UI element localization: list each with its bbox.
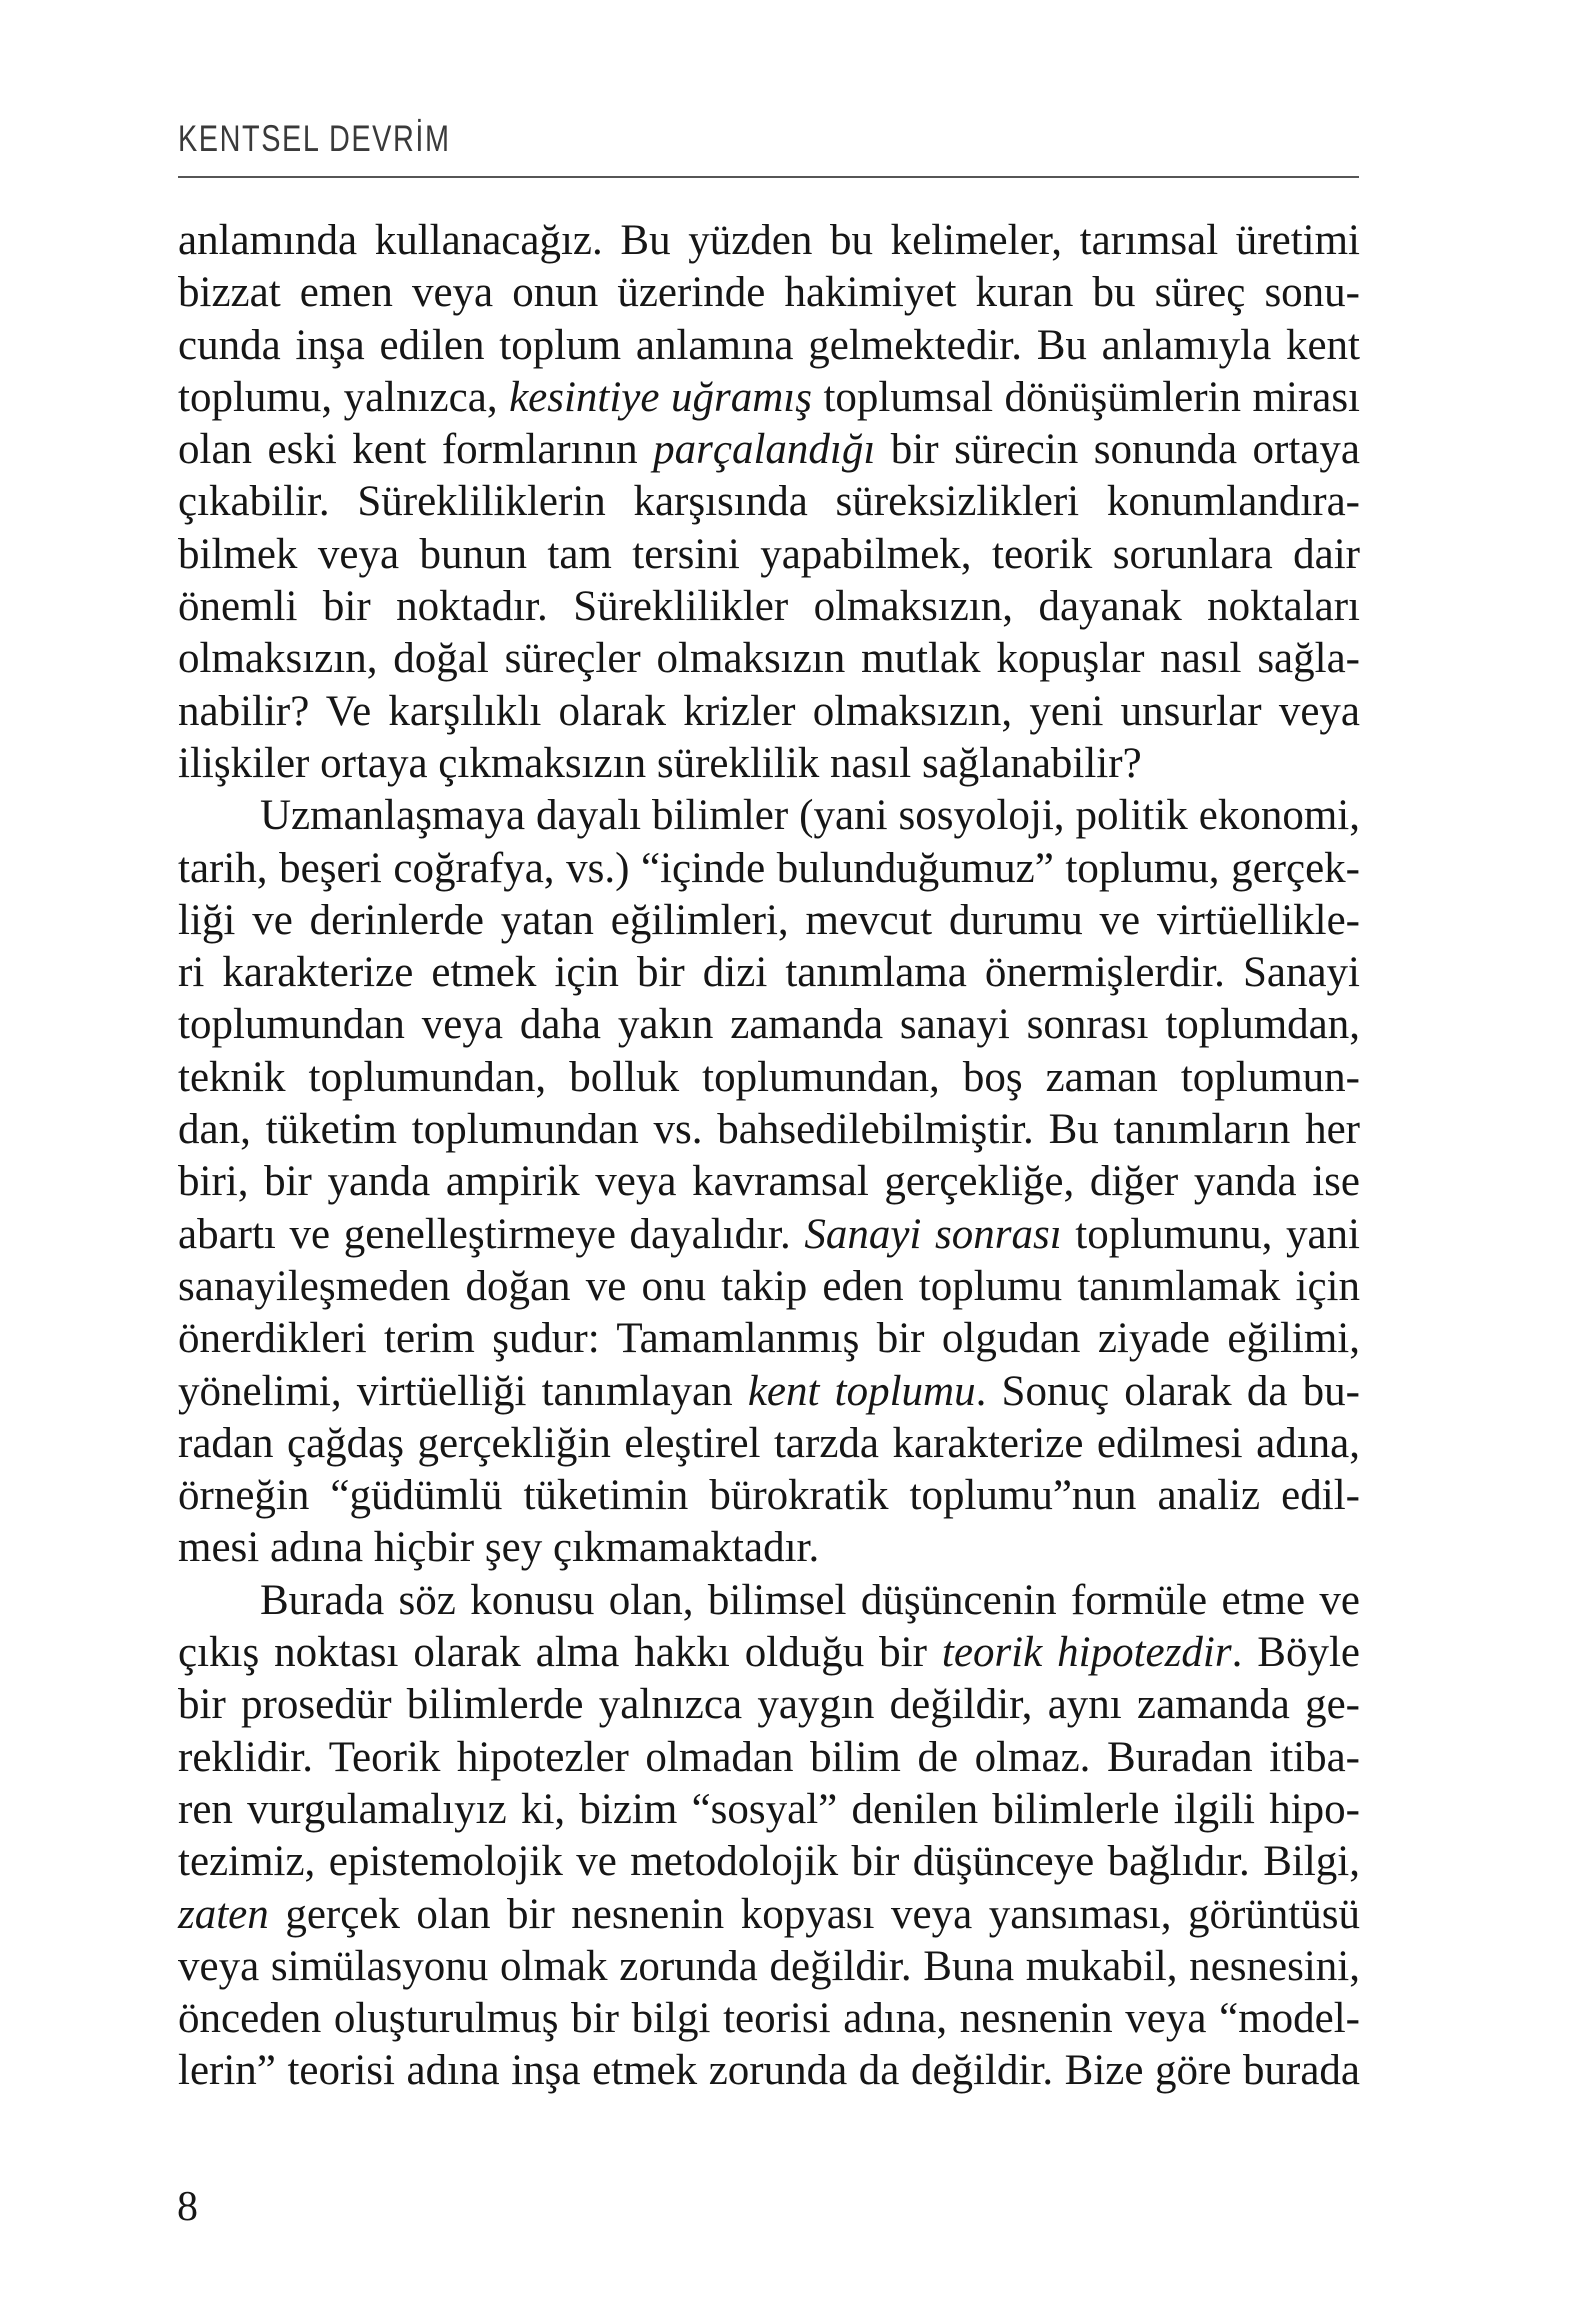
text-line bbox=[178, 1784, 1360, 1836]
text-line-content: olmaksızın, doğal süreçler olmaksızın mutlak kopuşlar nasıl sağla- bbox=[178, 635, 1360, 683]
text-line-content: radan çağdaş gerçekliğin eleştirel tarzda karakterize edilmesi adına, bbox=[178, 1419, 1360, 1467]
text-line-content: ren vurgulamalıyız ki, bizim “sosyal” denilen bilimlerle ilgili hipo- bbox=[178, 1785, 1360, 1833]
header-rule bbox=[178, 176, 1359, 178]
text-line-content: reklidir. Teorik hipotezler olmadan bilim de olmaz. Buradan itiba- bbox=[178, 1733, 1360, 1781]
text-line-content: tezimiz, epistemolojik ve metodolojik bir düşünceye bağlıdır. Bilgi, bbox=[178, 1838, 1360, 1886]
text-line-content: ilişkiler ortaya çıkmaksızın süreklilik nasıl sağlanabilir? bbox=[178, 739, 1142, 787]
text-line bbox=[178, 1052, 1360, 1104]
running-header-title: KENTSEL DEVRİM bbox=[178, 118, 451, 159]
text-line-content: zaten gerçek olan bir nesnenin kopyası veya yansıması, görüntüsü bbox=[178, 1890, 1360, 1938]
text-line-content: çıkabilir. Sürekliliklerin karşısında süreksizlikleri konumlandıra- bbox=[178, 478, 1360, 526]
text-line-content: tarih, beşeri coğrafya, vs.) “içinde bulunduğumuz” toplumu, gerçek- bbox=[178, 844, 1360, 892]
text-line-content: nabilir? Ve karşılıklı olarak krizler olmaksızın, yeni unsurlar veya bbox=[178, 687, 1360, 735]
text-line bbox=[178, 424, 1360, 476]
text-line bbox=[178, 999, 1360, 1051]
text-line bbox=[178, 1522, 1360, 1574]
text-line-content: çıkış noktası olarak alma hakkı olduğu bir teorik hipotezdir. Böyle bbox=[178, 1629, 1360, 1677]
text-line-content: cunda inşa edilen toplum anlamına gelmektedir. Bu anlamıyla kent bbox=[178, 321, 1360, 369]
text-line-content: veya simülasyonu olmak zorunda değildir. Buna mukabil, nesnesini, bbox=[178, 1942, 1360, 1990]
text-line-content: olan eski kent formlarının parçalandığı bir sürecin sonunda ortaya bbox=[178, 426, 1360, 474]
text-line bbox=[178, 529, 1360, 581]
text-line-content: lerin” teorisi adına inşa etmek zorunda da değildir. Bize göre burada bbox=[178, 2047, 1360, 2095]
text-line bbox=[178, 895, 1360, 947]
text-line bbox=[178, 1366, 1360, 1418]
text-line bbox=[178, 1889, 1360, 1941]
text-line bbox=[178, 843, 1360, 895]
text-line-content: dan, tüketim toplumundan vs. bahsedilebilmiştir. Bu tanımların her bbox=[178, 1106, 1360, 1154]
text-line bbox=[178, 1575, 1360, 1627]
text-line bbox=[178, 1679, 1360, 1731]
text-line-content: toplumundan veya daha yakın zamanda sanayi sonrası toplumdan, bbox=[178, 1001, 1360, 1049]
text-line bbox=[178, 1470, 1360, 1522]
text-line-content: anlamında kullanacağız. Bu yüzden bu kelimeler, tarımsal üretimi bbox=[178, 217, 1360, 264]
text-line bbox=[178, 738, 1360, 790]
text-line bbox=[178, 1313, 1360, 1365]
text-line-content: teknik toplumundan, bolluk toplumundan, boş zaman toplumun- bbox=[178, 1053, 1360, 1101]
text-line bbox=[178, 1209, 1360, 1261]
text-line bbox=[178, 215, 1360, 267]
text-line-content: önemli bir noktadır. Süreklilikler olmaksızın, dayanak noktaları bbox=[178, 583, 1360, 631]
paragraph-2 bbox=[178, 790, 1360, 1574]
text-line bbox=[178, 320, 1360, 372]
text-line bbox=[178, 1261, 1360, 1313]
text-line-content: liği ve derinlerde yatan eğilimleri, mevcut durumu ve virtüellikle- bbox=[178, 896, 1360, 944]
text-line bbox=[178, 1156, 1360, 1208]
text-line-content: ri karakterize etmek için bir dizi tanımlama önermişlerdir. Sanayi bbox=[178, 949, 1360, 997]
text-line bbox=[178, 1941, 1360, 1993]
text-line bbox=[178, 790, 1360, 842]
text-line-content: sanayileşmeden doğan ve onu takip eden toplumu tanımlamak için bbox=[178, 1262, 1360, 1310]
text-line bbox=[178, 686, 1360, 738]
text-line-content: mesi adına hiçbir şey çıkmamaktadır. bbox=[178, 1524, 820, 1572]
text-line bbox=[178, 476, 1360, 528]
text-line-content: toplumu, yalnızca, kesintiye uğramış toplumsal dönüşümlerin mirası bbox=[178, 373, 1360, 421]
text-line bbox=[178, 1993, 1360, 2045]
text-line-content: bizzat emen veya onun üzerinde hakimiyet kuran bu süreç sonu- bbox=[178, 269, 1360, 317]
text-line bbox=[178, 267, 1360, 319]
text-line-content: önceden oluşturulmuş bir bilgi teorisi adına, nesnenin veya “model- bbox=[178, 1995, 1360, 2043]
text-line-content: Burada söz konusu olan, bilimsel düşüncenin formüle etme ve bbox=[260, 1576, 1360, 1624]
text-line-content: bir prosedür bilimlerde yalnızca yaygın değildir, aynı zamanda ge- bbox=[178, 1681, 1360, 1729]
page-number: 8 bbox=[177, 2184, 198, 2230]
text-line-content: biri, bir yanda ampirik veya kavramsal gerçekliğe, diğer yanda ise bbox=[178, 1158, 1360, 1206]
page-body bbox=[178, 215, 1360, 2098]
paragraph-3 bbox=[178, 1575, 1360, 2098]
text-line bbox=[178, 947, 1360, 999]
text-line bbox=[178, 1627, 1360, 1679]
text-line bbox=[178, 633, 1360, 685]
text-line bbox=[178, 1104, 1360, 1156]
text-line bbox=[178, 1732, 1360, 1784]
text-line-content: abartı ve genelleştirmeye dayalıdır. Sanayi sonrası toplumunu, yani bbox=[178, 1210, 1360, 1258]
text-line-content: örneğin “güdümlü tüketimin bürokratik toplumu”nun analiz edil- bbox=[178, 1472, 1360, 1520]
text-line-content: yönelimi, virtüelliği tanımlayan kent toplumu. Sonuç olarak da bu- bbox=[178, 1367, 1360, 1415]
text-line bbox=[178, 581, 1360, 633]
text-line bbox=[178, 1418, 1360, 1470]
paragraph-1 bbox=[178, 215, 1360, 790]
text-line-content: Uzmanlaşmaya dayalı bilimler (yani sosyoloji, politik ekonomi, bbox=[260, 792, 1360, 840]
text-line-content: önerdikleri terim şudur: Tamamlanmış bir olgudan ziyade eğilimi, bbox=[178, 1315, 1360, 1363]
text-line bbox=[178, 2045, 1360, 2097]
text-line-content: bilmek veya bunun tam tersini yapabilmek, teorik sorunlara dair bbox=[178, 530, 1360, 578]
text-line bbox=[178, 1836, 1360, 1888]
text-line bbox=[178, 372, 1360, 424]
